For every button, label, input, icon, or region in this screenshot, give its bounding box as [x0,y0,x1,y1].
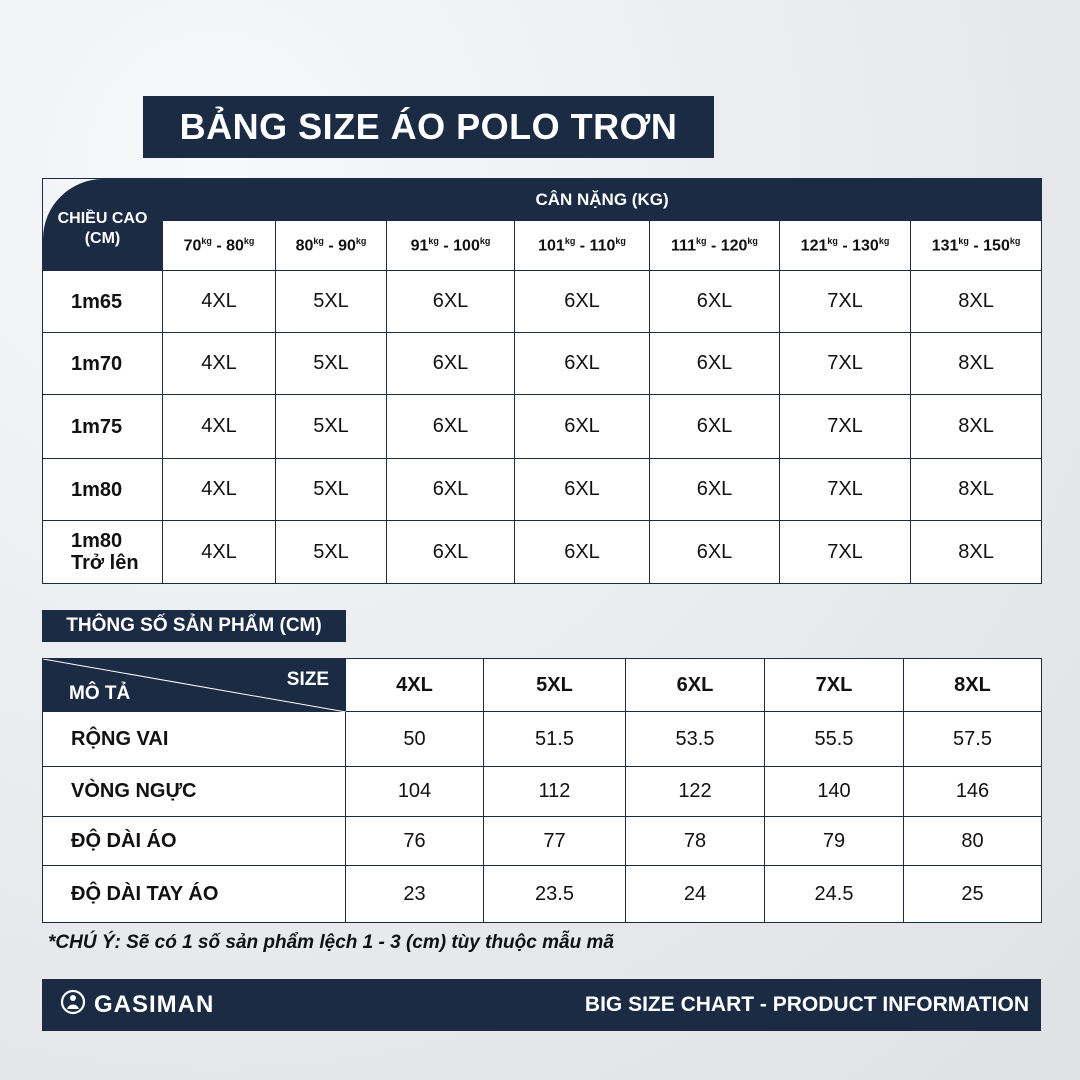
spec-value: 79 [765,817,904,866]
size-cell: 6XL [650,459,780,521]
spec-value: 77 [484,817,626,866]
weight-unit: kg [201,235,212,246]
weight-from: 91 [410,237,429,255]
spec-table [42,658,1042,923]
weight-to: 80 [226,237,244,255]
height-value: 1m70 [71,352,123,375]
size-cell: 6XL [387,271,515,333]
height-label [43,395,163,459]
size-cell: 6XL [515,459,650,521]
weight-unit: kg [479,235,491,246]
height-suffix: Trở lên [71,552,139,574]
spec-value: 25 [904,866,1042,923]
size-cell: 5XL [276,271,387,333]
spec-size-header: 6XL [626,659,765,712]
size-cell: 7XL [780,333,911,395]
spec-section-title: THÔNG SỐ SẢN PHẨM (CM) [42,610,346,642]
weight-range-row [43,221,1042,271]
size-cell: 6XL [515,271,650,333]
spec-value: 24.5 [765,866,904,923]
footer-bar [42,979,1041,1031]
spec-value: 57.5 [904,712,1042,767]
table-row [43,866,1042,923]
spec-label: VÒNG NGỰC [43,767,346,817]
spec-label: RỘNG VAI [43,712,346,767]
weight-unit: kg [827,235,838,246]
height-label [43,521,163,584]
weight-range-1 [276,221,387,271]
corner-desc-label: MÔ TẢ [69,683,131,704]
weight-range-5 [780,221,911,271]
weight-unit: kg [428,235,439,246]
spec-value: 23 [346,866,484,923]
table-row [43,767,1042,817]
weight-unit: kg [878,235,890,246]
spec-value: 50 [346,712,484,767]
corner-size-label: SIZE [286,669,329,690]
weight-unit: kg [615,235,626,246]
weight-unit: kg [564,235,576,246]
weight-from: 121 [800,237,828,255]
spec-value: 140 [765,767,904,817]
size-cell: 6XL [515,333,650,395]
spec-label: ĐỘ DÀI ÁO [43,817,346,866]
weight-from: 70 [183,237,202,255]
size-cell: 6XL [650,521,780,584]
brand-name: GASIMAN [94,991,215,1018]
weight-range-0 [163,221,276,271]
weight-from: 101 [538,237,565,255]
size-cell: 4XL [163,459,276,521]
spec-value: 122 [626,767,765,817]
spec-value: 55.5 [765,712,904,767]
size-cell: 8XL [911,521,1042,584]
spec-value: 78 [626,817,765,866]
weight-unit: kg [747,235,758,246]
size-cell: 8XL [911,271,1042,333]
weight-range-3 [515,221,650,271]
spec-value: 53.5 [626,712,765,767]
spec-label: ĐỘ DÀI TAY ÁO [43,866,346,923]
size-cell: 8XL [911,459,1042,521]
table-row [43,271,1042,333]
spec-value: 80 [904,817,1042,866]
weight-to: 130 [852,237,879,255]
size-cell: 6XL [387,521,515,584]
height-header-line2: (CM) [84,229,121,247]
height-label [43,271,163,333]
size-table [42,178,1042,584]
table-row [43,817,1042,866]
size-cell: 6XL [515,521,650,584]
size-cell: 8XL [911,395,1042,459]
weight-from: 131 [931,237,959,255]
height-value: 1m75 [71,415,123,438]
range-dash: - [968,237,984,255]
spec-value: 51.5 [484,712,626,767]
spec-value: 112 [484,767,626,817]
weight-unit: kg [695,235,707,246]
spec-value: 24 [626,866,765,923]
weight-range-6 [911,221,1042,271]
size-cell: 6XL [387,395,515,459]
height-label [43,459,163,521]
height-value: 1m80 [71,478,123,501]
size-cell: 5XL [276,333,387,395]
size-cell: 6XL [387,459,515,521]
spec-value: 104 [346,767,484,817]
gasiman-logo-icon [60,989,86,1022]
size-cell: 7XL [780,395,911,459]
weight-unit: kg [1009,235,1021,246]
weight-unit: kg [243,235,255,246]
size-cell: 5XL [276,395,387,459]
size-cell: 6XL [650,271,780,333]
weight-to: 150 [983,237,1010,255]
page-title: BẢNG SIZE ÁO POLO TRƠN [143,96,714,158]
range-dash: - [438,237,454,255]
size-cell: 4XL [163,395,276,459]
weight-range-2 [387,221,515,271]
size-cell: 5XL [276,459,387,521]
footer-tagline: BIG SIZE CHART - PRODUCT INFORMATION [584,993,1029,1016]
size-cell: 6XL [515,395,650,459]
brand [60,989,214,1022]
range-dash: - [706,237,721,255]
weight-to: 100 [453,237,480,255]
range-dash: - [575,237,590,255]
spec-value: 146 [904,767,1042,817]
weight-from: 80 [295,237,314,255]
note-text: *CHÚ Ý: Sẽ có 1 số sản phẩm lệch 1 - 3 (cm) tùy thuộc mẫu mã [48,932,614,953]
weight-to: 110 [589,237,616,255]
spec-value: 23.5 [484,866,626,923]
size-cell: 7XL [780,271,911,333]
spec-size-header: 7XL [765,659,904,712]
size-cell: 4XL [163,333,276,395]
spec-size-header: 5XL [484,659,626,712]
size-cell: 4XL [163,521,276,584]
size-cell: 4XL [163,271,276,333]
size-cell: 6XL [387,333,515,395]
range-dash: - [211,237,227,255]
weight-range-4 [650,221,780,271]
weight-unit: kg [313,235,324,246]
spec-corner-cell [43,659,346,712]
size-cell: 7XL [780,521,911,584]
size-cell: 8XL [911,333,1042,395]
range-dash: - [323,237,339,255]
size-cell: 5XL [276,521,387,584]
height-header-line1: CHIỀU CAO [57,209,148,227]
height-value: 1m65 [71,290,123,313]
spec-size-header: 4XL [346,659,484,712]
range-dash: - [837,237,853,255]
weight-to: 90 [338,237,356,255]
table-row [43,521,1042,584]
weight-to: 120 [720,237,748,255]
height-value: 1m80 [71,530,123,552]
table-row [43,459,1042,521]
table-row [43,333,1042,395]
table-row [43,712,1042,767]
weight-unit: kg [355,235,367,246]
height-header [43,179,163,271]
size-cell: 7XL [780,459,911,521]
weight-from: 111 [671,237,696,255]
size-cell: 6XL [650,333,780,395]
spec-value: 76 [346,817,484,866]
weight-unit: kg [958,235,969,246]
height-label [43,333,163,395]
weight-header: CÂN NẶNG (KG) [163,179,1042,221]
spec-size-header: 8XL [904,659,1042,712]
table-row [43,395,1042,459]
size-cell: 6XL [650,395,780,459]
